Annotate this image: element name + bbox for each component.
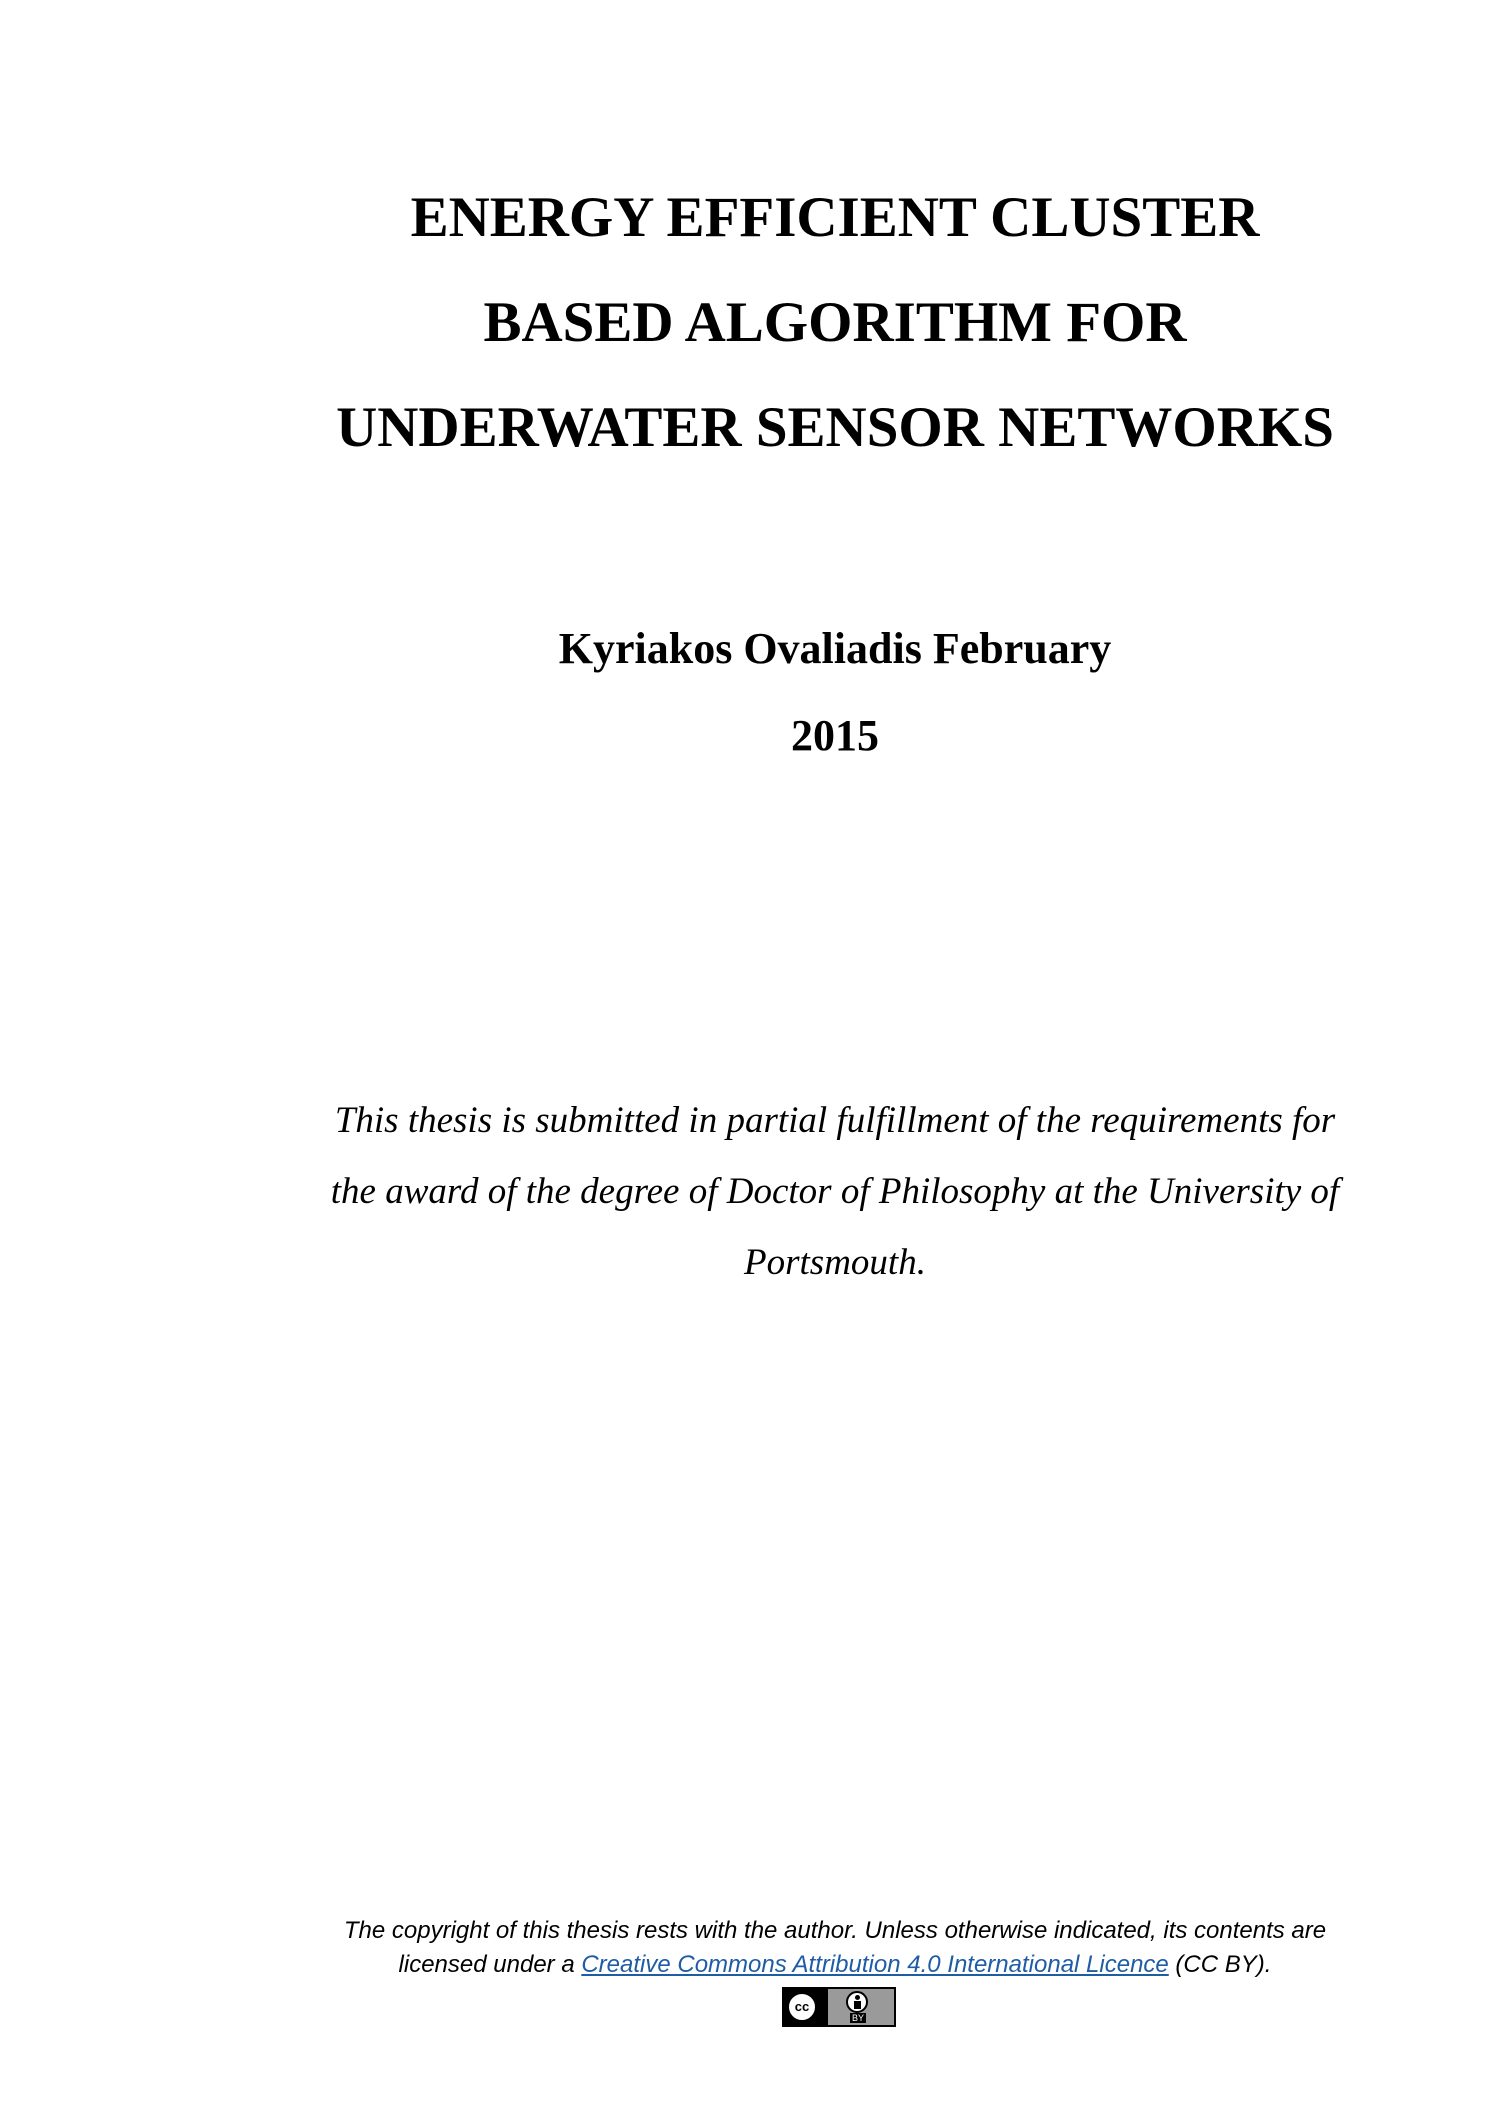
title-line: ENERGY EFFICIENT CLUSTER [410,186,1260,249]
attribution-icon [846,1991,868,2013]
author-line: Kyriakos Ovaliadis February [558,624,1112,673]
title-line: UNDERWATER SENSOR NETWORKS [336,396,1334,459]
copyright-notice [240,1914,1430,1982]
submission-statement [240,1085,1430,1298]
by-label: BY [852,2013,865,2023]
year-line: 2015 [791,711,879,760]
author-date [240,605,1430,779]
license-suffix: (CC BY). [1168,1951,1272,1978]
statement-line: the award of the degree of Doctor of Philosophy at the University of [330,1171,1340,1212]
statement-line: This thesis is submitted in partial fulfillment of the requirements for [334,1100,1336,1141]
copyright-line: The copyright of this thesis rests with the author. Unless otherwise indicated, its contents are [343,1917,1327,1944]
statement-line: Portsmouth. [744,1242,926,1283]
thesis-title [240,165,1430,480]
attribution-icon-body [854,2001,861,2009]
license-link[interactable]: Creative Commons Attribution 4.0 International Licence [581,1951,1169,1978]
license-prefix: licensed under a [398,1951,582,1978]
cc-by-badge[interactable] [782,1987,896,2027]
title-line: BASED ALGORITHM FOR [483,291,1187,354]
creative-commons-icon: cc [787,1992,817,2022]
license-line [240,1948,1430,1982]
attribution-icon-head [855,1995,860,2000]
